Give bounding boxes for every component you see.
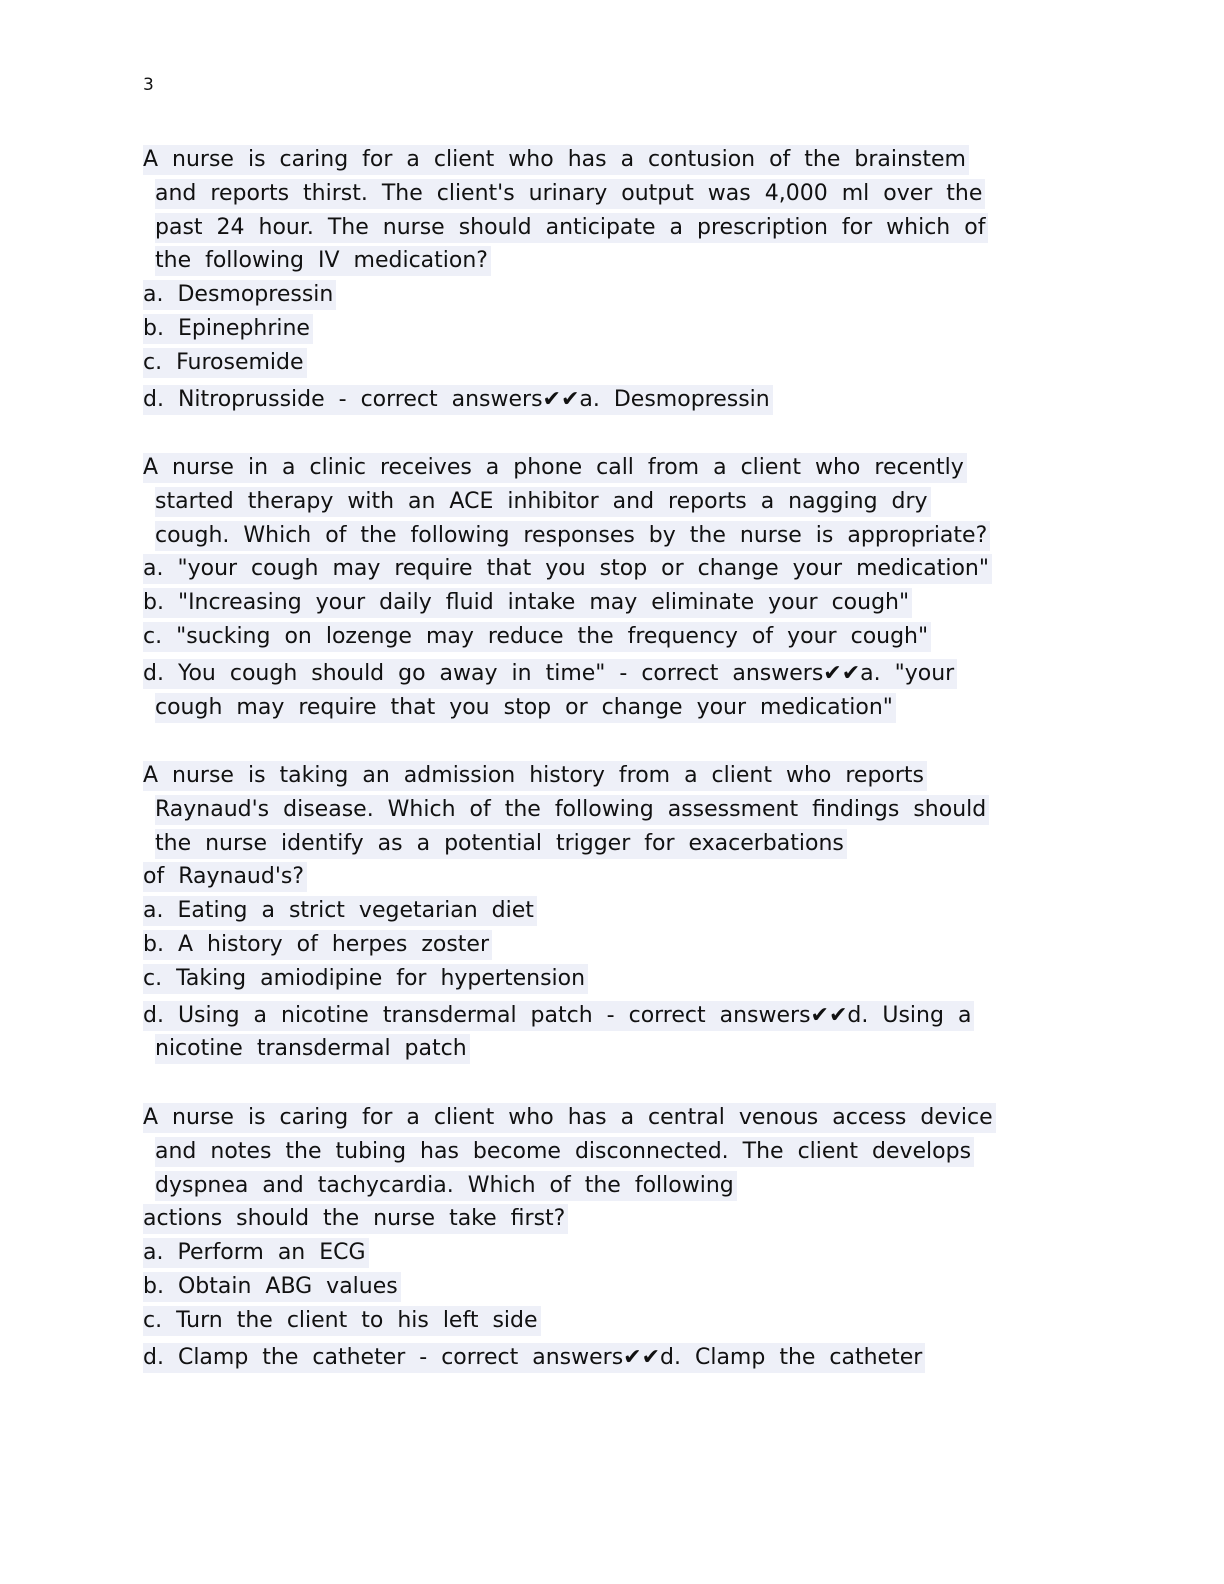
- question-text-line: actions should the nurse take first?: [143, 1204, 568, 1234]
- answer-option: c. Furosemide: [143, 348, 307, 378]
- question-text-line: cough. Which of the following responses by the nurse is appropriate?: [155, 521, 990, 551]
- answer-option: b. Epinephrine: [143, 314, 313, 344]
- question-text-line: of Raynaud's?: [143, 862, 307, 892]
- answer-option: b. Obtain ABG values: [143, 1272, 401, 1302]
- answer-option: b. A history of herpes zoster: [143, 930, 492, 960]
- question-text-line: and notes the tubing has become disconnected. The client develops: [155, 1137, 974, 1167]
- correct-answer-line: d. Using a nicotine transdermal patch - correct answers✔✔d. Using a: [143, 1001, 974, 1031]
- correct-answer-line: d. Nitroprusside - correct answers✔✔a. Desmopressin: [143, 385, 773, 415]
- question-block-1: [143, 143, 1063, 416]
- question-text-line: the nurse identify as a potential trigger for exacerbations: [155, 829, 847, 859]
- correct-answer-line: nicotine transdermal patch: [155, 1034, 470, 1064]
- answer-option: c. Taking amiodipine for hypertension: [143, 964, 588, 994]
- question-text-line: started therapy with an ACE inhibitor and reports a nagging dry: [155, 487, 931, 517]
- correct-answer-line: cough may require that you stop or change your medication": [155, 693, 896, 723]
- question-text-line: A nurse is taking an admission history from a client who reports: [143, 761, 927, 791]
- question-text-line: and reports thirst. The client's urinary output was 4,000 ml over the: [155, 179, 985, 209]
- answer-option: b. "Increasing your daily fluid intake may eliminate your cough": [143, 588, 912, 618]
- question-text-line: A nurse is caring for a client who has a central venous access device: [143, 1103, 996, 1133]
- answer-option: a. "your cough may require that you stop or change your medication": [143, 554, 992, 584]
- question-text-line: A nurse is caring for a client who has a contusion of the brainstem: [143, 145, 969, 175]
- page-number: 3: [143, 75, 154, 95]
- question-text-line: Raynaud's disease. Which of the following assessment findings should: [155, 795, 989, 825]
- question-block-3: [143, 759, 1063, 1066]
- answer-option: a. Desmopressin: [143, 280, 336, 310]
- question-block-4: [143, 1101, 1063, 1374]
- question-text-line: the following IV medication?: [155, 246, 491, 276]
- answer-option: a. Eating a strict vegetarian diet: [143, 896, 537, 926]
- correct-answer-line: d. Clamp the catheter - correct answers✔✔d. Clamp the catheter: [143, 1343, 925, 1373]
- question-text-line: past 24 hour. The nurse should anticipate a prescription for which of: [155, 213, 988, 243]
- question-text-line: dyspnea and tachycardia. Which of the following: [155, 1171, 737, 1201]
- answer-option: c. "sucking on lozenge may reduce the frequency of your cough": [143, 622, 931, 652]
- answer-option: c. Turn the client to his left side: [143, 1306, 541, 1336]
- question-block-2: [143, 451, 1063, 724]
- answer-option: a. Perform an ECG: [143, 1238, 369, 1268]
- correct-answer-line: d. You cough should go away in time" - correct answers✔✔a. "your: [143, 659, 957, 689]
- question-text-line: A nurse in a clinic receives a phone call from a client who recently: [143, 453, 967, 483]
